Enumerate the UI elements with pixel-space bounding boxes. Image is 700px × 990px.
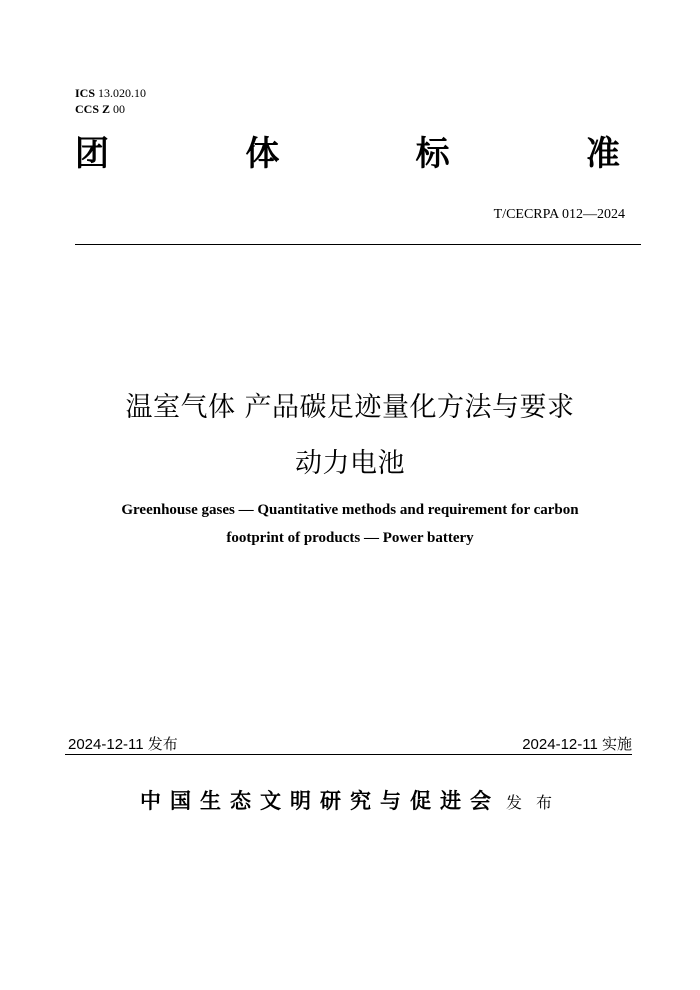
implementation-date: 2024-12-11 实施 <box>522 736 632 753</box>
standard-type-char: 体 <box>245 134 280 174</box>
issue-date: 2024-12-11 发布 <box>68 736 178 753</box>
chinese-title-line-1: 温室气体 产品碳足迹量化方法与要求 <box>125 392 575 423</box>
footer-divider <box>65 754 632 755</box>
ics-value: 13.020.10 <box>98 86 147 100</box>
ccs-letter: Z <box>102 102 111 116</box>
standard-number: T/CECRPA 012—2024 <box>493 207 625 222</box>
english-title-line-1: Greenhouse gases — Quantitative methods and requirement for carbon <box>121 502 579 518</box>
ccs-code <box>75 101 146 117</box>
publisher-line <box>140 785 566 815</box>
chinese-title-line-2: 动力电池 <box>295 448 405 479</box>
standard-type-char: 准 <box>585 134 620 174</box>
ccs-label: CCS <box>75 102 100 116</box>
standard-type-char: 标 <box>415 134 450 174</box>
header-divider <box>75 244 641 245</box>
publish-action: 发布 <box>506 793 567 812</box>
english-title-line-2: footprint of products — Power battery <box>226 530 474 546</box>
ics-label: ICS <box>75 86 96 100</box>
standard-type-char: 团 <box>75 134 109 174</box>
ccs-value: 00 <box>113 102 126 116</box>
ics-code <box>75 85 146 101</box>
publisher-organization: 中国生态文明研究与促进会 <box>140 788 500 813</box>
classification-codes <box>75 85 146 117</box>
standard-type-heading <box>75 132 620 176</box>
